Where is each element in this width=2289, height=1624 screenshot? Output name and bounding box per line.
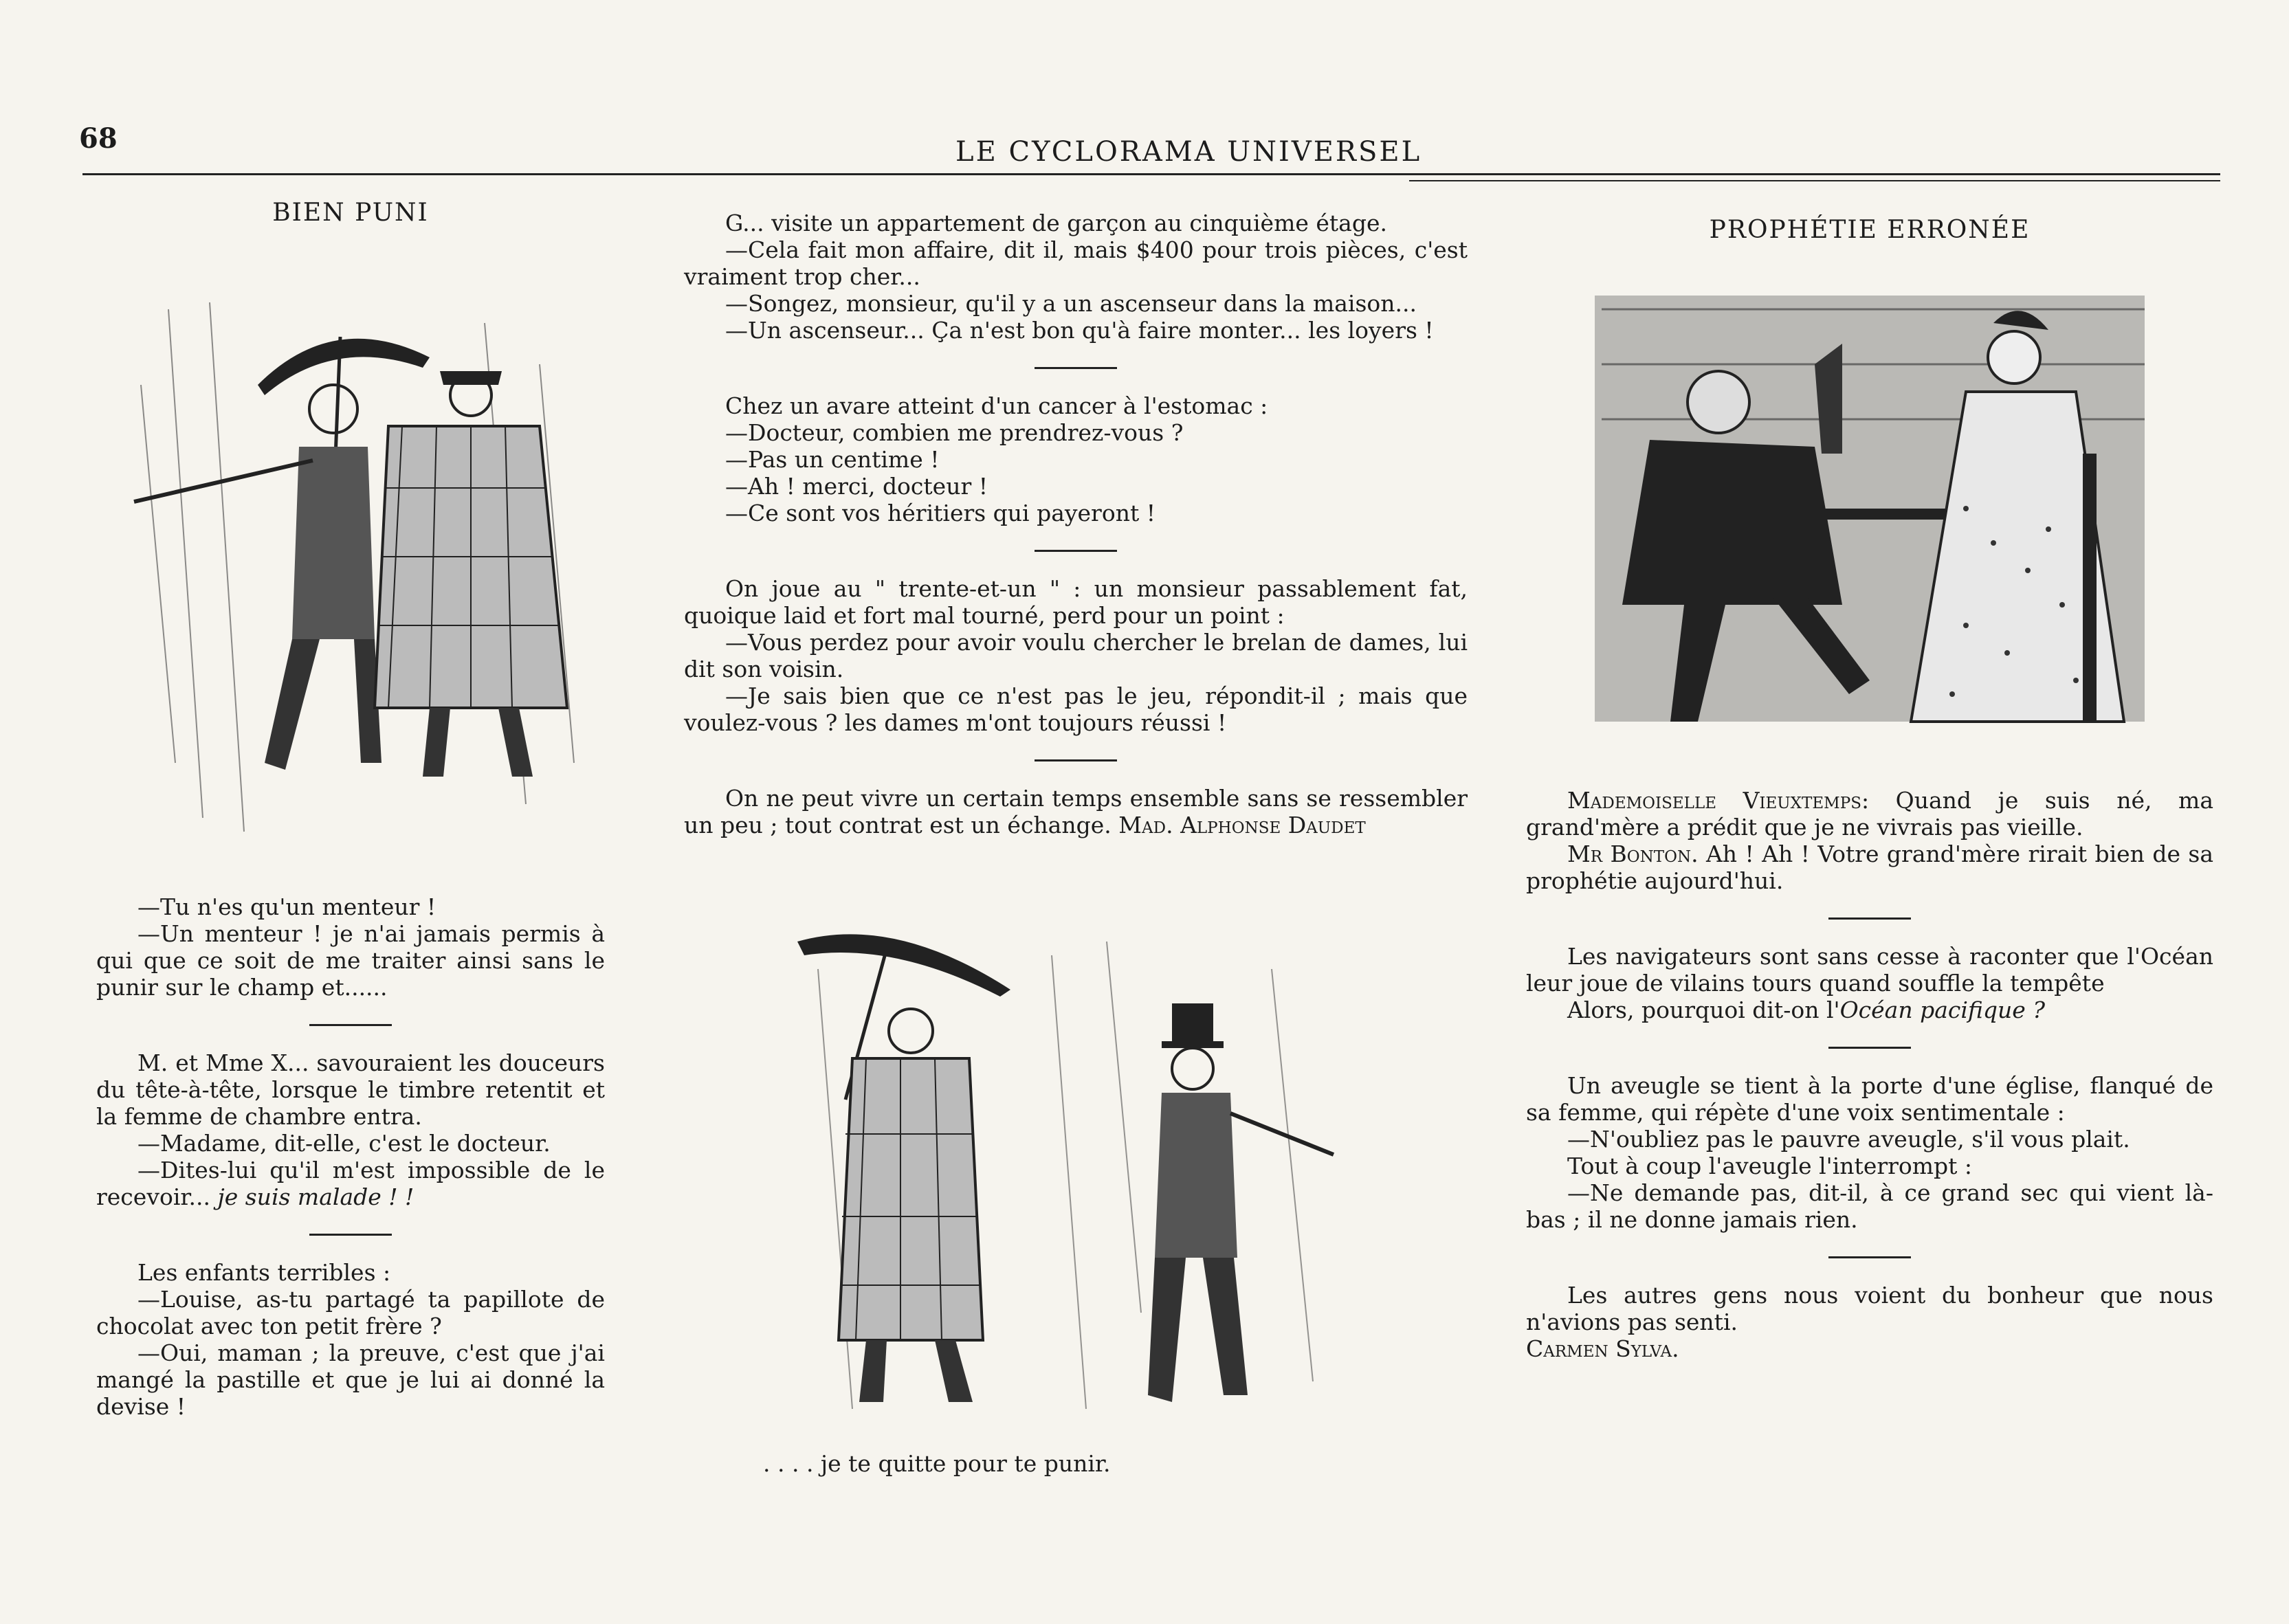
illustration-je-te-quitte (790, 928, 1361, 1436)
story-2-line-3 (96, 1157, 605, 1210)
joke-2-line-1: Chez un avare atteint d'un cancer à l'estomac : (725, 392, 1268, 419)
story-3-line-3: —Oui, maman ; la preuve, c'est que j'ai mangé la pastille et que je lui ai donné la devise ! (96, 1339, 605, 1420)
story-2-italic: je suis malade ! ! (217, 1183, 414, 1210)
header-rule-secondary (1409, 180, 2220, 181)
prophetie-line-2 (1526, 841, 2213, 894)
running-title: LE CYCLORAMA UNIVERSEL (955, 136, 1422, 168)
separator (1828, 917, 1911, 920)
illustration-caption: . . . . je te quitte pour te punir. (763, 1450, 1111, 1477)
sylva-author: Carmen Sylva. (1526, 1335, 1679, 1362)
prophetie-title: PROPHÉTIE ERRONÉE (1709, 216, 2031, 244)
sylva-quote: Les autres gens nous voient du bonheur que nous n'avions pas senti. (1526, 1282, 2213, 1335)
page-number: 68 (79, 122, 118, 155)
daudet-author: Mad. Alphonse Daudet (1118, 812, 1366, 838)
story-3-line-2: —Louise, as-tu partagé ta papillote de chocolat avec ton petit frère ? (96, 1286, 605, 1339)
joke-1-line-4: —Un ascenseur... Ça n'est bon qu'à faire monter... les loyers ! (725, 317, 1434, 344)
joke-1-line-2: —Cela fait mon affaire, dit il, mais $400 pour trois pièces, c'est vraiment trop cher... (684, 236, 1468, 290)
story-2-line-2: —Madame, dit-elle, c'est le docteur. (137, 1130, 551, 1157)
prophetie-line-1-text: : Quand je suis né, ma grand'mère a prédit que je ne vivrais pas vieille. (1526, 787, 2214, 841)
header-rule (82, 173, 2220, 175)
separator (309, 1234, 392, 1236)
navigateurs-line-1: Les navigateurs sont sans cesse à raconter que l'Océan leur joue de vilains tours quand souffle la tempête (1526, 943, 2213, 997)
joke-2-line-3: —Pas un centime ! (725, 446, 940, 473)
column-left-text (96, 893, 605, 1420)
story-3-line-1: Les enfants terribles : (137, 1259, 391, 1286)
prophetie-line-1 (1526, 787, 2213, 841)
joke-3-line-2: —Vous perdez pour avoir voulu chercher le brelan de dames, lui dit son voisin. (684, 629, 1468, 682)
ocean-pacifique: Océan pacifique ? (1839, 997, 2046, 1023)
joke-3-line-3: —Je sais bien que ce n'est pas le jeu, répondit-il ; mais que voulez-vous ? les dames m'ont toujours réussi ! (684, 682, 1468, 736)
story-2-line-3-text: —Dites-lui qu'il m'est impossible de le recevoir... (96, 1157, 605, 1210)
column-left (96, 199, 605, 233)
separator (309, 1024, 392, 1026)
separator (1035, 550, 1117, 552)
column-right (1526, 216, 2213, 250)
joke-2-line-2: —Docteur, combien me prendrez-vous ? (725, 419, 1184, 446)
separator (1828, 1047, 1911, 1049)
aveugle-line-2: —N'oubliez pas le pauvre aveugle, s'il vous plait. (1567, 1126, 2130, 1153)
separator (1035, 759, 1117, 761)
aveugle-line-1: Un aveugle se tient à la porte d'une église, flanqué de sa femme, qui répète d'une voix sentimentale : (1526, 1072, 2213, 1126)
navigateurs-line-2-text: Alors, pourquoi dit-on l' (1567, 997, 1840, 1023)
column-right-text (1526, 787, 2213, 1362)
navigateurs-line-2 (1526, 997, 2213, 1023)
bien-puni-line-2: —Un menteur ! je n'ai jamais permis à qui que ce soit de me traiter ainsi sans le punir sur le champ et...... (96, 920, 605, 1001)
bien-puni-title: BIEN PUNI (272, 199, 429, 227)
daudet-quote (684, 785, 1468, 838)
speaker-mademoiselle: Mademoiselle Vieuxtemps (1567, 787, 1861, 814)
joke-2-line-4: —Ah ! merci, docteur ! (725, 473, 988, 500)
separator (1035, 367, 1117, 369)
illustration-bien-puni (127, 282, 608, 852)
joke-2-line-5: —Ce sont vos héritiers qui payeront ! (725, 500, 1155, 526)
bien-puni-line-1: —Tu n'es qu'un menteur ! (137, 893, 436, 920)
aveugle-line-4: —Ne demande pas, dit-il, à ce grand sec qui vient là-bas ; il ne donne jamais rien. (1526, 1179, 2213, 1233)
joke-1-line-3: —Songez, monsieur, qu'il y a un ascenseur dans la maison... (725, 290, 1417, 317)
column-middle (684, 210, 1468, 838)
separator (1828, 1256, 1911, 1258)
aveugle-line-3: Tout à coup l'aveugle l'interrompt : (1567, 1153, 1973, 1179)
prophetie-line-2-text: . Ah ! Ah ! Votre grand'mère rirait bien de sa prophétie aujourd'hui. (1526, 841, 2213, 894)
daudet-quote-text: On ne peut vivre un certain temps ensemble sans se ressembler un peu ; tout contrat est un échange. (684, 785, 1468, 838)
illustration-prophetie (1581, 282, 2165, 756)
joke-1-line-1: G... visite un appartement de garçon au cinquième étage. (725, 210, 1387, 236)
joke-3-line-1: On joue au " trente-et-un " : un monsieur passablement fat, quoique laid et fort mal tourné, perd pour un point : (684, 575, 1468, 629)
speaker-bonton: Mr Bonton (1567, 841, 1692, 867)
story-2-line-1: M. et Mme X... savouraient les douceurs du tête-à-tête, lorsque le timbre retentit et la femme de chambre entra. (96, 1049, 605, 1130)
